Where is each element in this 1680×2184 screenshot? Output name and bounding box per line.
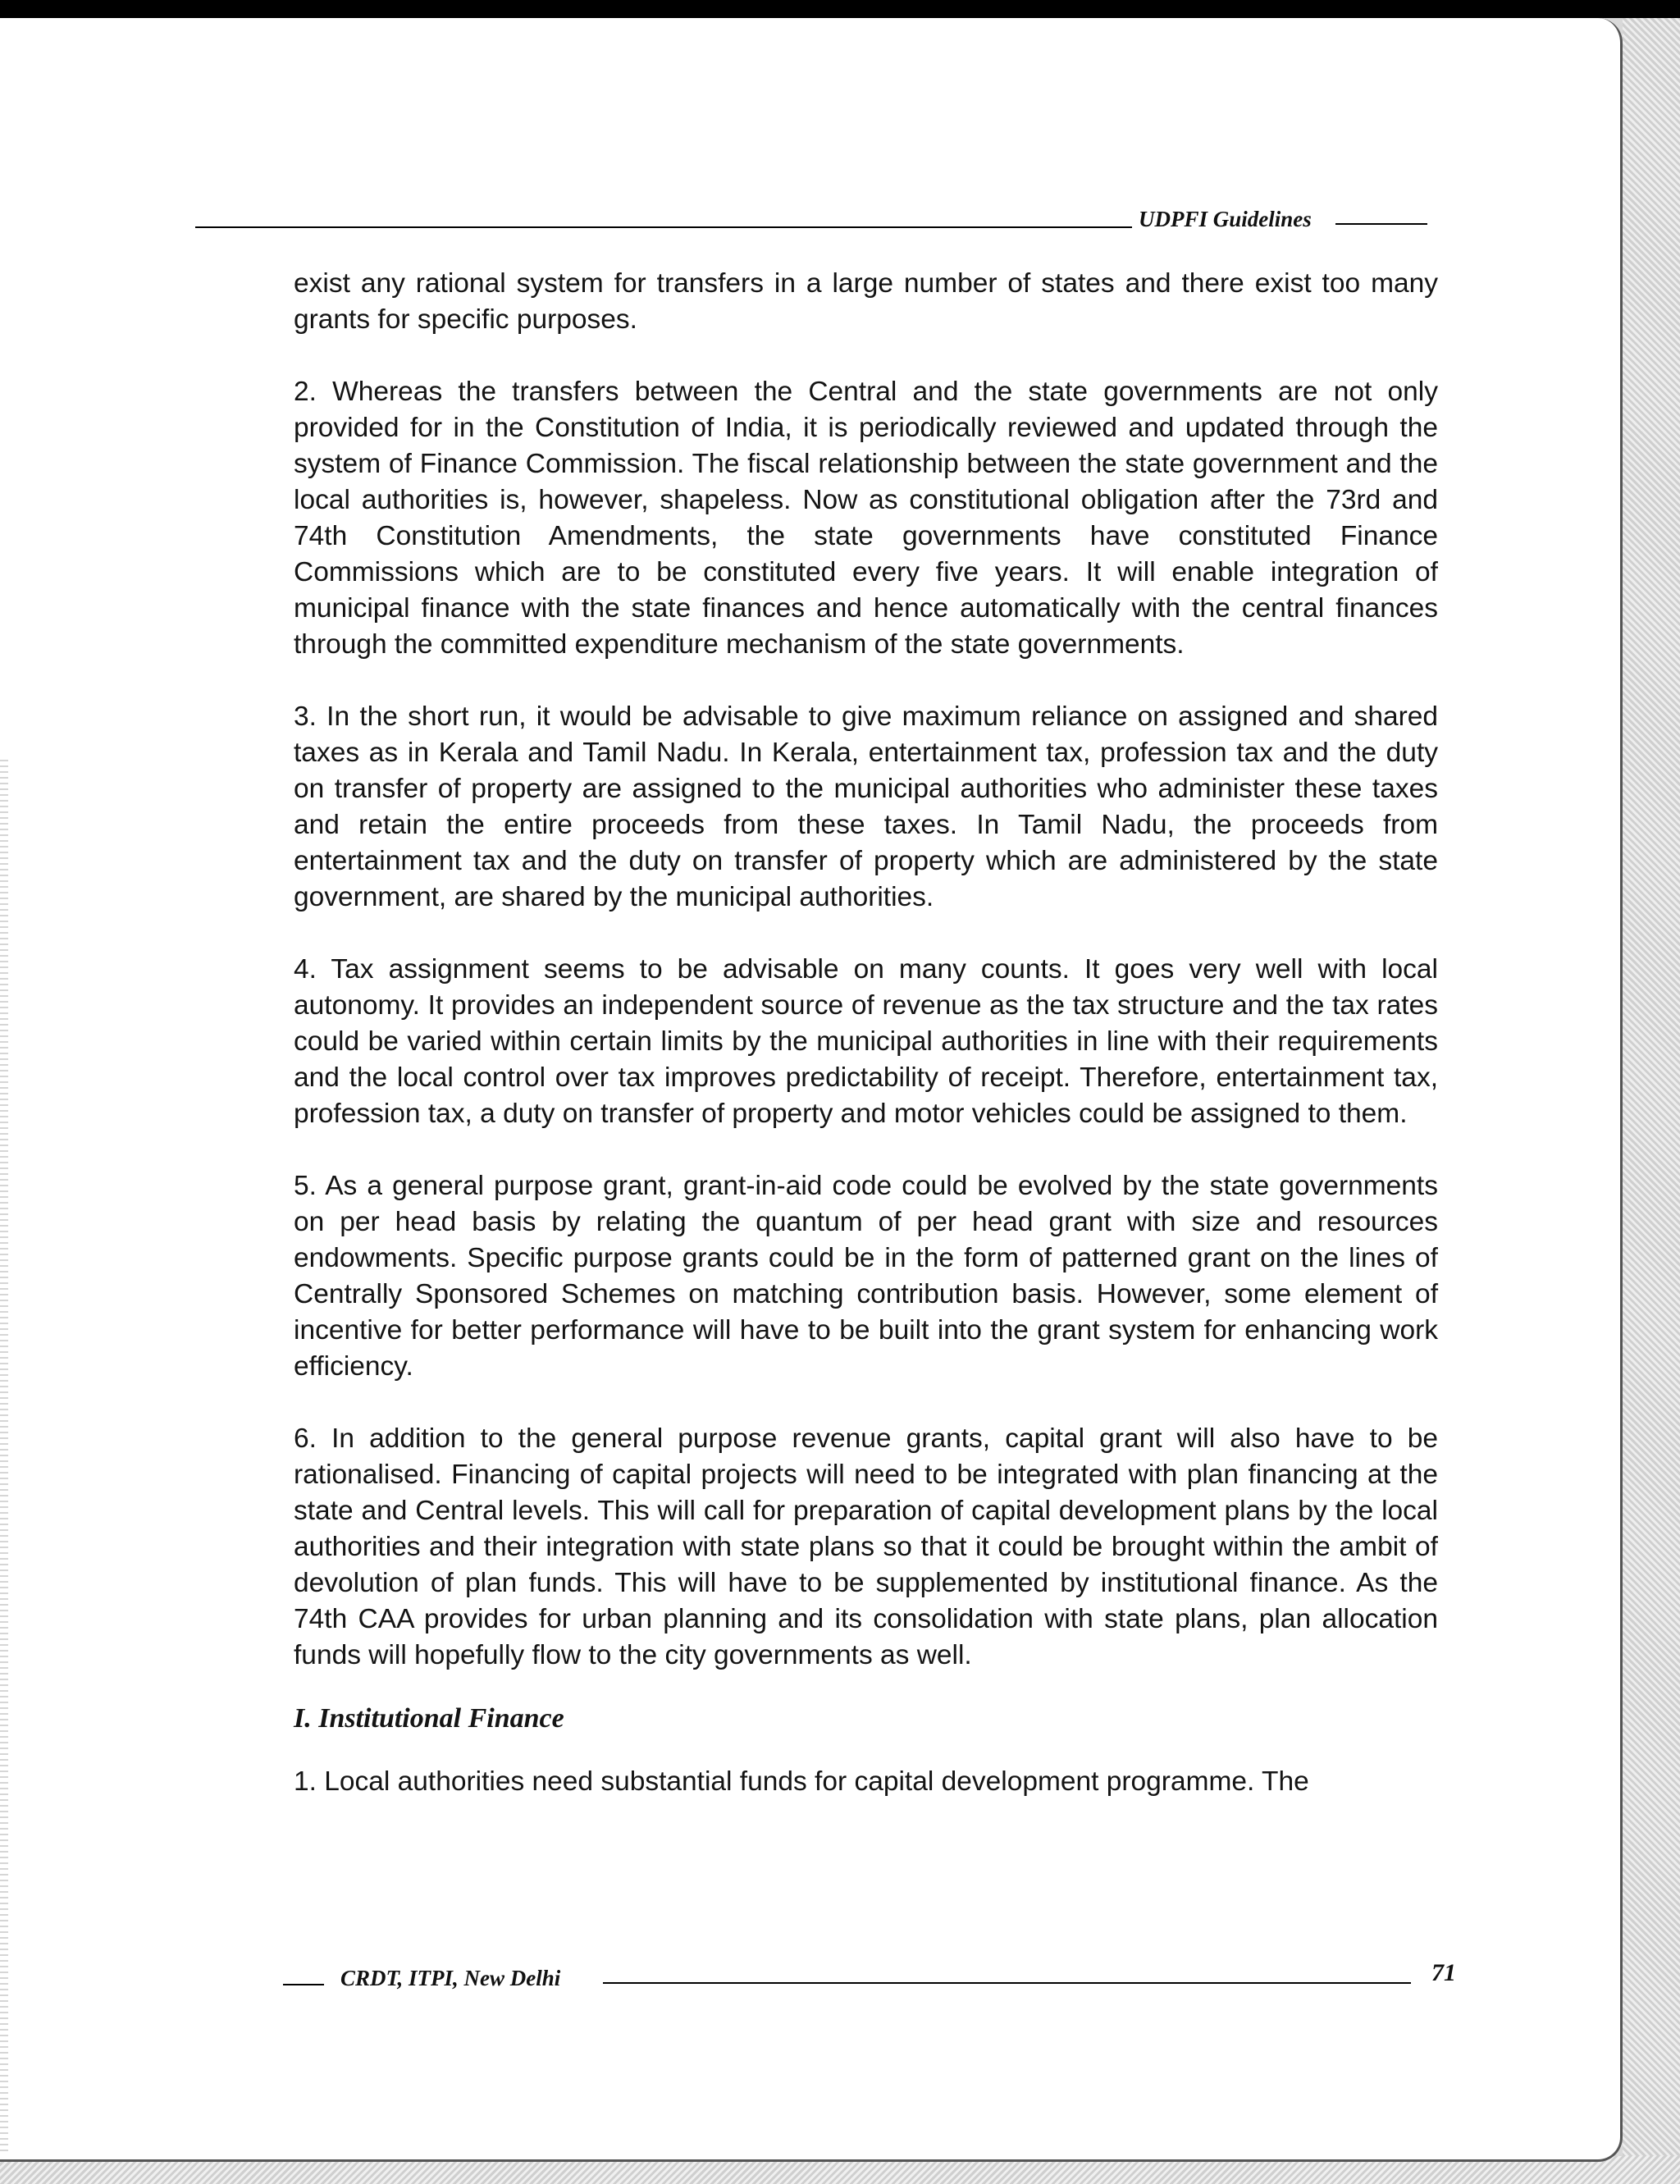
section-heading: I. Institutional Finance: [294, 1703, 564, 1734]
paragraph-2: 2. Whereas the transfers between the Central and the state governments are not only provided for in the Constitution of India, it is periodically reviewed and updated through the system of Finance Commission. The fiscal relationship between the state government and the local authorities is, however, shapeless. Now as constitutional obligation after the 73rd and 74th Constitution Amendments, the state governments have constituted Finance Commissions which are to be constituted every five years. It will enable integration of municipal finance with the state finances and hence automatically with the central finances through the committed expenditure mechanism of the state governments.: [294, 377, 1438, 660]
running-header: [195, 199, 1434, 231]
header-rule-right: [1335, 223, 1427, 225]
paragraph-institutional-1: 1. Local authorities need substantial funds for capital development programme. The: [294, 1766, 1309, 1797]
scan-top-border: [0, 0, 1680, 18]
paragraph-4: 4. Tax assignment seems to be advisable on many counts. It goes very well with local autonomy. It provides an independent source of revenue as the tax structure and the tax rates could be varied within certain limits by the municipal authorities in line with their requirements and the local control over tax improves predictability of receipt. Therefore, entertainment tax, profession tax, a duty on transfer of property and motor vehicles could be assigned to them.: [294, 954, 1438, 1129]
footer-rule-right: [603, 1982, 1411, 1984]
document-page: [0, 18, 1623, 2162]
paragraph-3: 3. In the short run, it would be advisable to give maximum reliance on assigned and shared taxes as in Kerala and Tamil Nadu. In Kerala, entertainment tax, profession tax and the duty on transfer of property are assigned to the municipal authorities who administer these taxes and retain the entire proceeds from these taxes. In Tamil Nadu, the proceeds from entertainment tax and the duty on transfer of property which are administered by the state government, are shared by the municipal authorities.: [294, 701, 1438, 912]
footer-source: CRDT, ITPI, New Delhi: [340, 1966, 561, 1990]
paragraph-continuation: exist any rational system for transfers in a large number of states and there exist too many grants for specific purposes.: [294, 268, 1438, 335]
paragraph-5: 5. As a general purpose grant, grant-in-aid code could be evolved by the state governments on per head basis by relating the quantum of per head grant with size and resources endowments. Specific purpose grants could be in the form of patterned grant on the lines of Centrally Sponsored Schemes on matching contribution basis. However, some element of incentive for better performance will have to be built into the grant system for enhancing work efficiency.: [294, 1171, 1438, 1382]
running-footer: [283, 1959, 1456, 1997]
scan-right-edge: [1623, 18, 1680, 2184]
header-rule-left: [195, 226, 1132, 228]
paragraph-6: 6. In addition to the general purpose revenue grants, capital grant will also have to be rationalised. Financing of capital projects will need to be integrated with plan financing at the state and Central levels. This will call for preparation of capital development plans by the local authorities and their integration with state plans so that it could be brought within the ambit of devolution of plan funds. This will have to be supplemented by institutional finance. As the 74th CAA provides for urban planning and its consolidation with state plans, plan allocation funds will hopefully flow to the city governments as well.: [294, 1423, 1438, 1670]
footer-rule-left: [283, 1984, 324, 1985]
page-body: [294, 266, 1438, 1836]
page-number: 71: [1431, 1959, 1456, 1986]
header-title: UDPFI Guidelines: [1139, 207, 1312, 231]
scan-left-edge: [0, 756, 8, 2151]
